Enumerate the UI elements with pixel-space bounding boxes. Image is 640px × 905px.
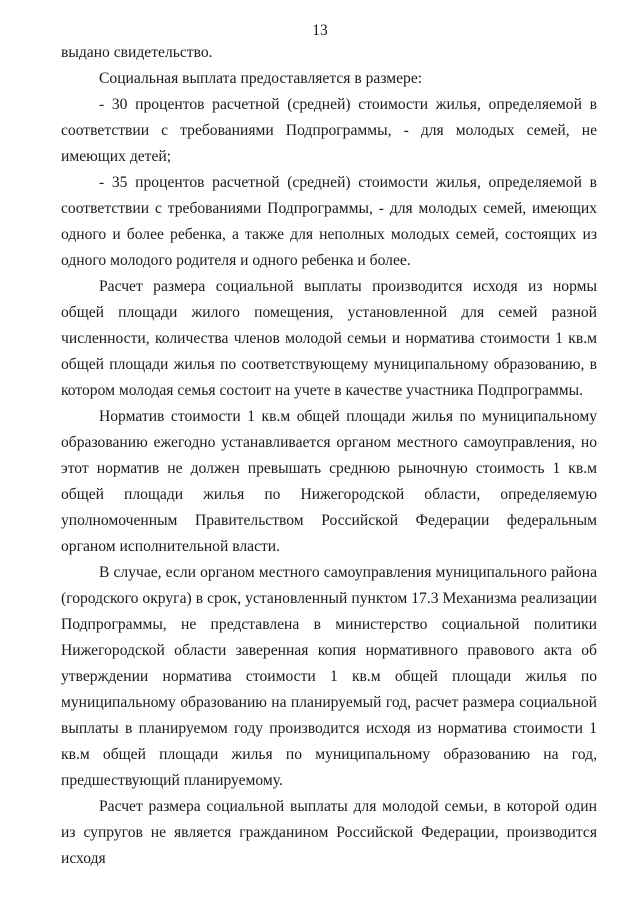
paragraph-continuation: выдано свидетельство. bbox=[61, 44, 213, 61]
paragraph-missing-standard-case: В случае, если органом местного самоуправления муниципального района (городского округа) в срок, установленный пунктом 17.3 Механизма реализации Подпрограммы, не представлена в министерство социальной политики Нижегородской области заверенная копия нормативного правового акта об утверждении норматива стоимости 1 кв.м общей площади жилья по муниципальному образованию на планируемый год, расчет размера социальной выплаты в планируемом году производится исходя из норматива стоимости 1 кв.м общей площади жилья по муниципальному образованию на год, предшествующий планируемому. bbox=[61, 564, 597, 789]
paragraph-non-citizen-spouse: Расчет размера социальной выплаты для молодой семьи, в которой один из супругов не является гражданином Российской Федерации, производится исходя bbox=[61, 798, 597, 867]
paragraph-payment-calculation: Расчет размера социальной выплаты производится исходя из нормы общей площади жилого помещения, установленной для семей разной численности, количества членов молодой семьи и норматива стоимости 1 кв.м общей площади жилья по соответствующему муниципальному образованию, в котором молодая семья состоит на учете в качестве участника Подпрограммы. bbox=[61, 278, 597, 399]
paragraph-cost-standard: Норматив стоимости 1 кв.м общей площади жилья по муниципальному образованию ежегодно устанавливается органом местного самоуправления, но этот норматив не должен превышать среднюю рыночную стоимость 1 кв.м общей площади жилья по Нижегородской области, определяемую уполномоченным Правительством Российской Федерации федеральным органом исполнительной власти. bbox=[61, 408, 597, 555]
paragraph-payment-35-percent: - 35 процентов расчетной (средней) стоимости жилья, определяемой в соответствии с требованиями Подпрограммы, - для молодых семей, имеющих одного и более ребенка, а также для неполных молодых семей, состоящих из одного молодого родителя и одного ребенка и более. bbox=[61, 174, 597, 269]
paragraph-payment-30-percent: - 30 процентов расчетной (средней) стоимости жилья, определяемой в соответствии с требованиями Подпрограммы, - для молодых семей, не имеющих детей; bbox=[61, 96, 597, 165]
paragraph-payment-size-intro: Социальная выплата предоставляется в размере: bbox=[99, 70, 423, 87]
page-number: 13 bbox=[312, 22, 328, 39]
document-body bbox=[61, 40, 597, 872]
